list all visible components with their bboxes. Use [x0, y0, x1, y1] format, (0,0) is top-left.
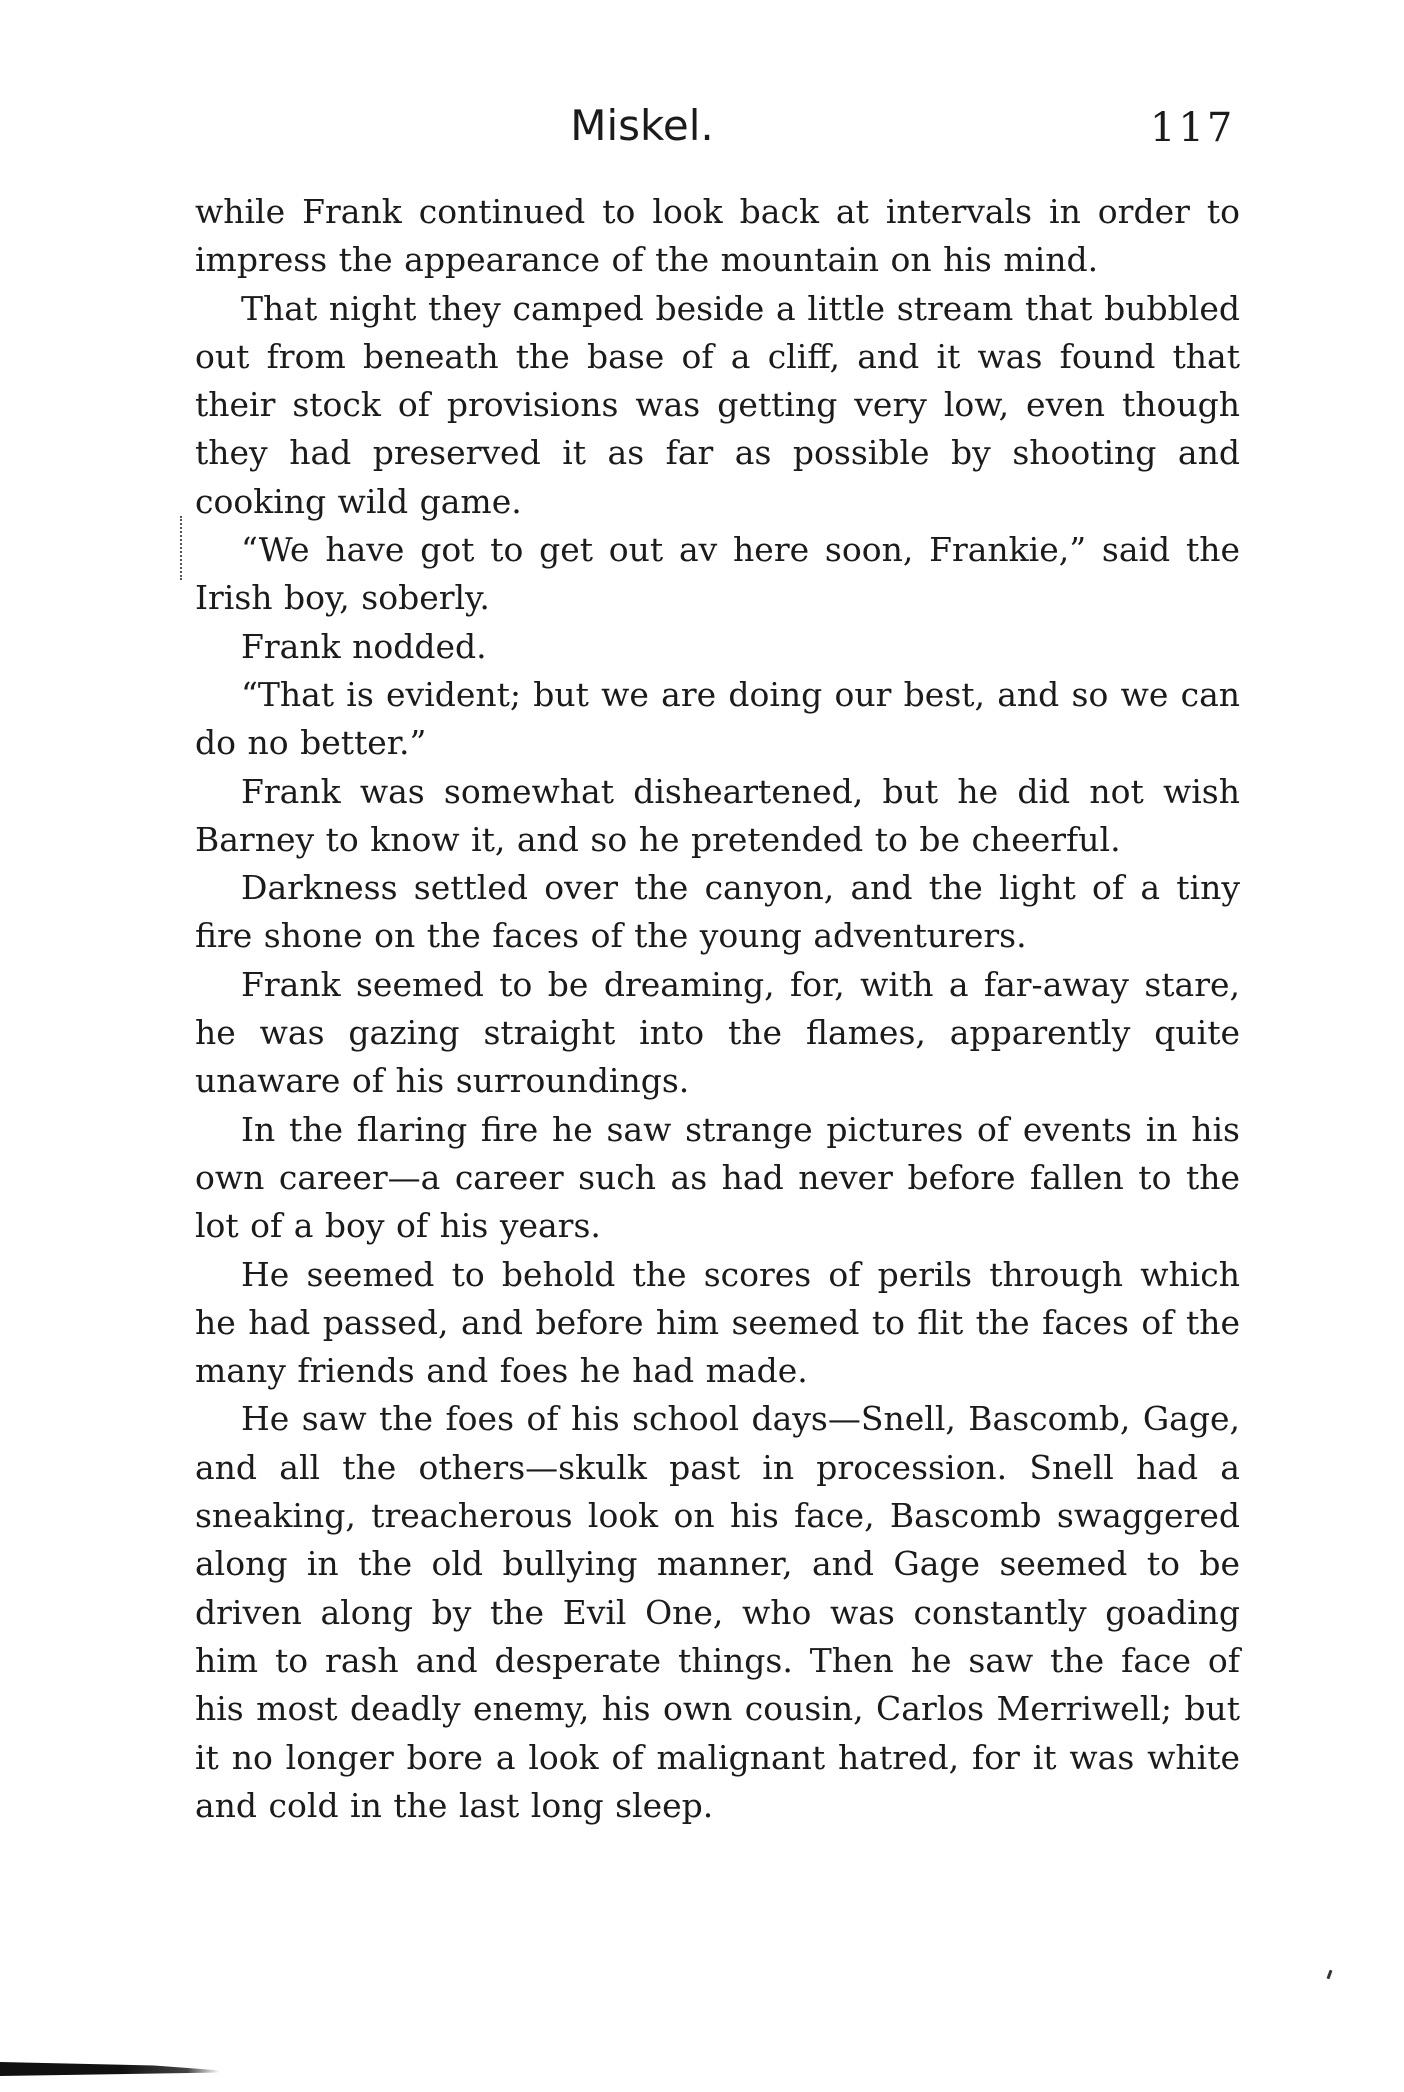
paragraph: He saw the foes of his school days—Snell, Bascomb, Gage, and all the others—skulk past in procession. Snell had a sneaking, treacherous look on his face, Bascomb swaggered along in the old bullying manner, and Gage seemed to be driven along by the Evil One, who was constantly goading him to rash and desperate things. Then he saw the face of his most deadly enemy, his own cousin, Carlos Merriwell; but it no longer bore a look of malignant hatred, for it was white and cold in the last long sleep.	[195, 1399, 1240, 1825]
margin-mark	[180, 516, 184, 580]
running-head-title: Miskel.	[570, 101, 714, 150]
paragraph: “That is evident; but we are doing our best, and so we can do no better.”	[195, 674, 1240, 763]
paragraph: He seemed to behold the scores of perils through which he had passed, and before him seemed to flit the faces of the many friends and foes he had made.	[195, 1254, 1240, 1391]
paragraph: Frank nodded.	[241, 626, 487, 666]
paragraph-continuation: while Frank continued to look back at intervals in order to impress the appearance of the mountain on his mind.	[195, 192, 1240, 280]
body-text	[195, 188, 1240, 1830]
paragraph: “We have got to get out av here soon, Frankie,” said the Irish boy, soberly.	[195, 530, 1240, 618]
paragraph: That night they camped beside a little stream that bubbled out from beneath the base of a cliff, and it was found that their stock of provisions was getting very low, even though they had preserved it as far as possible by shooting and cooking wild game.	[195, 288, 1240, 521]
paragraph: In the flaring fire he saw strange pictures of events in his own career—a career such as had never before fallen to the lot of a boy of his years.	[195, 1109, 1240, 1246]
ink-speck	[1327, 1970, 1333, 1979]
paragraph: Frank seemed to be dreaming, for, with a far-away stare, he was gazing straight into the flames, apparently quite unaware of his surroundings.	[195, 964, 1240, 1101]
page-number: 117	[1150, 105, 1236, 151]
paragraph: Darkness settled over the canyon, and the light of a tiny fire shone on the faces of the young adventurers.	[195, 868, 1240, 956]
paragraph: Frank was somewhat disheartened, but he did not wish Barney to know it, and so he pretended to be cheerful.	[195, 771, 1240, 859]
scan-edge-mark	[0, 2062, 220, 2076]
